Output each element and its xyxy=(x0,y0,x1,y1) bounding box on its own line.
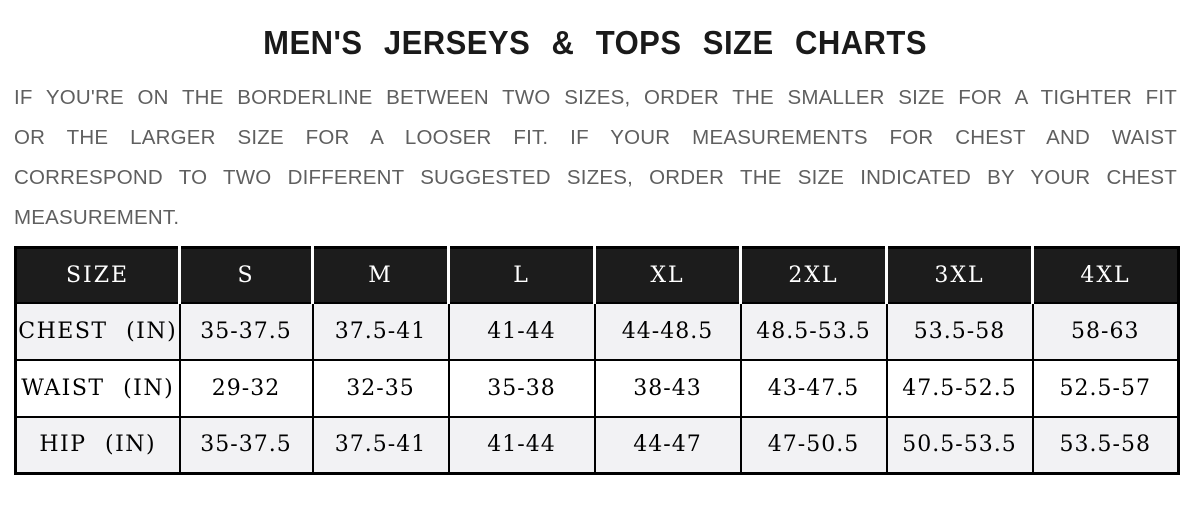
size-column-header-2xl: 2XL xyxy=(741,248,887,303)
size-chart-table xyxy=(14,246,1180,475)
size-range-cell: 41-44 xyxy=(449,303,595,360)
size-column-header-m: M xyxy=(313,248,449,303)
size-column-header-xl: XL xyxy=(595,248,741,303)
measurement-label-chest: CHEST (IN) xyxy=(16,303,180,360)
size-range-cell: 43-47.5 xyxy=(741,360,887,417)
table-row-chest xyxy=(16,303,1179,360)
size-range-cell: 53.5-58 xyxy=(1033,417,1179,474)
size-table-head xyxy=(16,248,1179,303)
size-column-header-s: S xyxy=(180,248,313,303)
size-column-header-4xl: 4XL xyxy=(1033,248,1179,303)
page-title xyxy=(14,22,1177,64)
size-range-cell: 41-44 xyxy=(449,417,595,474)
size-range-cell: 32-35 xyxy=(313,360,449,417)
size-table-body xyxy=(16,303,1179,474)
table-row-hip xyxy=(16,417,1179,474)
size-range-cell: 53.5-58 xyxy=(887,303,1033,360)
page-title-text: MEN'S JERSEYS & TOPS SIZE CHARTS xyxy=(263,24,928,61)
size-range-cell: 50.5-53.5 xyxy=(887,417,1033,474)
size-range-cell: 58-63 xyxy=(1033,303,1179,360)
size-column-header-3xl: 3XL xyxy=(887,248,1033,303)
size-range-cell: 47-50.5 xyxy=(741,417,887,474)
size-range-cell: 29-32 xyxy=(180,360,313,417)
size-header-row xyxy=(16,248,1179,303)
measurement-label-hip: HIP (IN) xyxy=(16,417,180,474)
size-range-cell: 38-43 xyxy=(595,360,741,417)
size-range-cell: 48.5-53.5 xyxy=(741,303,887,360)
size-range-cell: 35-37.5 xyxy=(180,303,313,360)
size-range-cell: 47.5-52.5 xyxy=(887,360,1033,417)
size-range-cell: 37.5-41 xyxy=(313,417,449,474)
size-range-cell: 37.5-41 xyxy=(313,303,449,360)
size-range-cell: 44-48.5 xyxy=(595,303,741,360)
size-column-header-l: L xyxy=(449,248,595,303)
size-range-cell: 44-47 xyxy=(595,417,741,474)
size-column-header: SIZE xyxy=(16,248,180,303)
size-range-cell: 35-38 xyxy=(449,360,595,417)
size-range-cell: 35-37.5 xyxy=(180,417,313,474)
size-chart-page xyxy=(0,22,1191,475)
intro-paragraph: IF YOU'RE ON THE BORDERLINE BETWEEN TWO SIZES, ORDER THE SMALLER SIZE FOR A TIGHTER FIT OR THE LARGER SIZE FOR A LOOSER FIT. IF YOUR MEASUREMENTS FOR CHEST AND WAIST CORRESPOND TO TWO DIFFERENT SUGGESTED SIZES, ORDER THE SIZE INDICATED BY YOUR CHEST MEASUREMENT. xyxy=(14,86,1177,229)
table-row-waist xyxy=(16,360,1179,417)
measurement-label-waist: WAIST (IN) xyxy=(16,360,180,417)
size-range-cell: 52.5-57 xyxy=(1033,360,1179,417)
